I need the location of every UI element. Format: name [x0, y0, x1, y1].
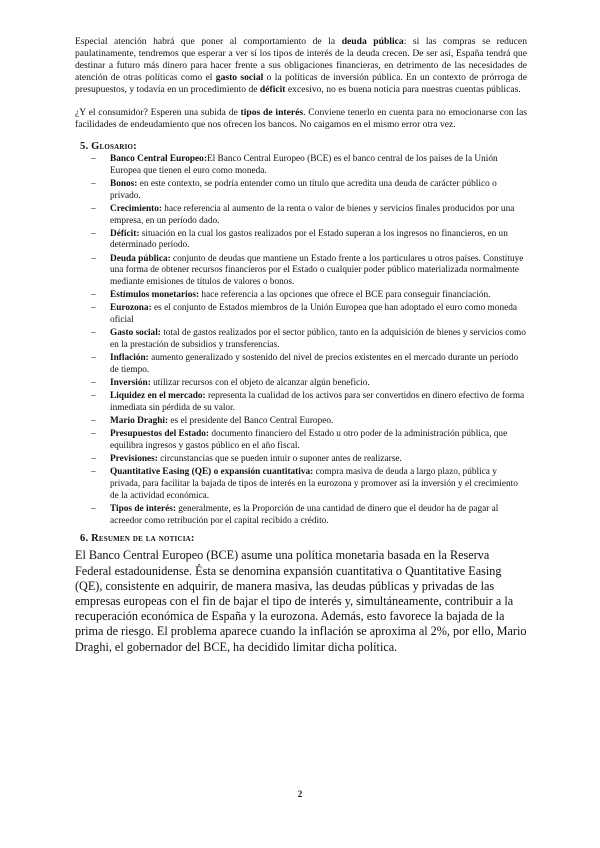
glossary-item: – Déficit: situación en la cual los gastos realizados por el Estado superan a los ingresos no financieros, en un determinado período.	[91, 228, 508, 251]
glossary-item: – Liquidez en el mercado: representa la cualidad de los activos para ser convertidos en dinero efectivo de forma inmediata sin pérdida de su valor.	[91, 391, 525, 413]
glossary-item: – Inflación: aumento generalizado y sostenido del nivel de precios existentes en el mercado durante un período de tiempo.	[91, 353, 519, 375]
glossary-item: – Previsiones: circunstancias que se pueden intuir o suponer antes de realizarse.	[91, 453, 402, 464]
glossary-item: – Banco Central Europeo:El Banco Central Europeo (BCE) es el banco central de los países de la Unión Europea que tienen el euro como moneda.	[91, 154, 498, 176]
glossary-item: – Estímulos monetarios: hace referencia a las opciones que ofrece el BCE para conseguir financiación.	[91, 290, 491, 301]
glossary-item: – Bonos: en este contexto, se podría entender como un título que acredita una deuda de carácter público o privado.	[91, 178, 497, 201]
glossary-list	[75, 154, 527, 527]
glossary-item: – Gasto social: total de gastos realizados por el sector público, tanto en la adquisición de bienes y servicios como en la prestación de subsidios y transferencias.	[91, 328, 526, 351]
glossary-heading: 5. Glosario:	[80, 141, 137, 152]
page-number: 2	[297, 789, 303, 799]
glossary-item: – Crecimiento: hace referencia al aumento de la renta o valor de bienes y servicios finales producidos por una empresa, en un período dado.	[91, 203, 515, 226]
document-page	[75, 36, 527, 655]
glossary-item: – Eurozona: es el conjunto de Estados miembros de la Unión Europea que han adoptado el euro como moneda oficial	[91, 303, 517, 326]
summary-paragraph: El Banco Central Europeo (BCE) asume una política monetaria basada en la Reserva Federal estadounidense. Ésta se denomina expansión cuantitativa o Quantitative Easing (QE), consistente en adquirir, de manera masiva, las deudas públicas y privadas de las empresas europeas con el fin de bajar el tipo de interés y, simultáneamente, contribuir a la recuperación económica de España y la eurozona. Además, esto favorece la bajada de la prima de riesgo. El problema aparece cuando la inflación se aproxima al 2%, por ello, Mario Draghi, el gobernador del BCE, ha decidido limitar dicha política.	[75, 548, 527, 654]
glossary-item: – Inversión: utilizar recursos con el objeto de alcanzar algún beneficio.	[91, 378, 370, 389]
glossary-item: – Tipos de interés: generalmente, es la Proporción de una cantidad de dinero que el deudor ha de pagar al acreedor como retribución por el capital recibido a crédito.	[91, 503, 499, 526]
glossary-item: – Presupuestos del Estado: documento financiero del Estado u otro poder de la administración pública, que equilibra ingresos y gastos público en el año fiscal.	[91, 429, 508, 451]
glossary-item: – Mario Draghi: es el presidente del Banco Central Europeo.	[91, 416, 334, 426]
summary-heading: 6. Resumen de la noticia:	[80, 533, 195, 545]
paragraph-public-debt: Especial atención habrá que poner al comportamiento de la deuda pública: si las compras se reducen paulatinamente, tendremos que esperar a ver sí los tipos de interés de la deuda crecen. De ser así, España tendrá que destinar a futuro más dinero para hacer frente a sus obligaciones financieras, en detrimento de las necesidades de atención de otras políticas como el gasto social o la políticas de inversión pública. En un contexto de prórroga de presupuestos, y todavía en un procedimiento de déficit excesivo, no es buena noticia para nuestras cuentas públicas.	[75, 36, 527, 95]
glossary-item: – Deuda pública: conjunto de deudas que mantiene un Estado frente a los particulares u otros países. Constituye una forma de obtener recursos financieros por el Estado o cualquier poder público materializada normalmente mediante emisiones de títulos de valores o bonos.	[91, 253, 524, 288]
glossary-item: – Quantitative Easing (QE) o expansión cuantitativa: compra masiva de deuda a largo plazo, pública y privada, para facilitar la bajada de tipos de interés en la eurozona y promover así la inversión y el crecimiento de la actividad económica.	[91, 467, 518, 501]
paragraph-consumer: ¿Y el consumidor? Esperen una subida de tipos de interés. Conviene tenerlo en cuenta para no emocionarse con las facilidades de endeudamiento que nos ofrecen los bancos. No caigamos en el mismo error otra vez.	[75, 107, 527, 130]
